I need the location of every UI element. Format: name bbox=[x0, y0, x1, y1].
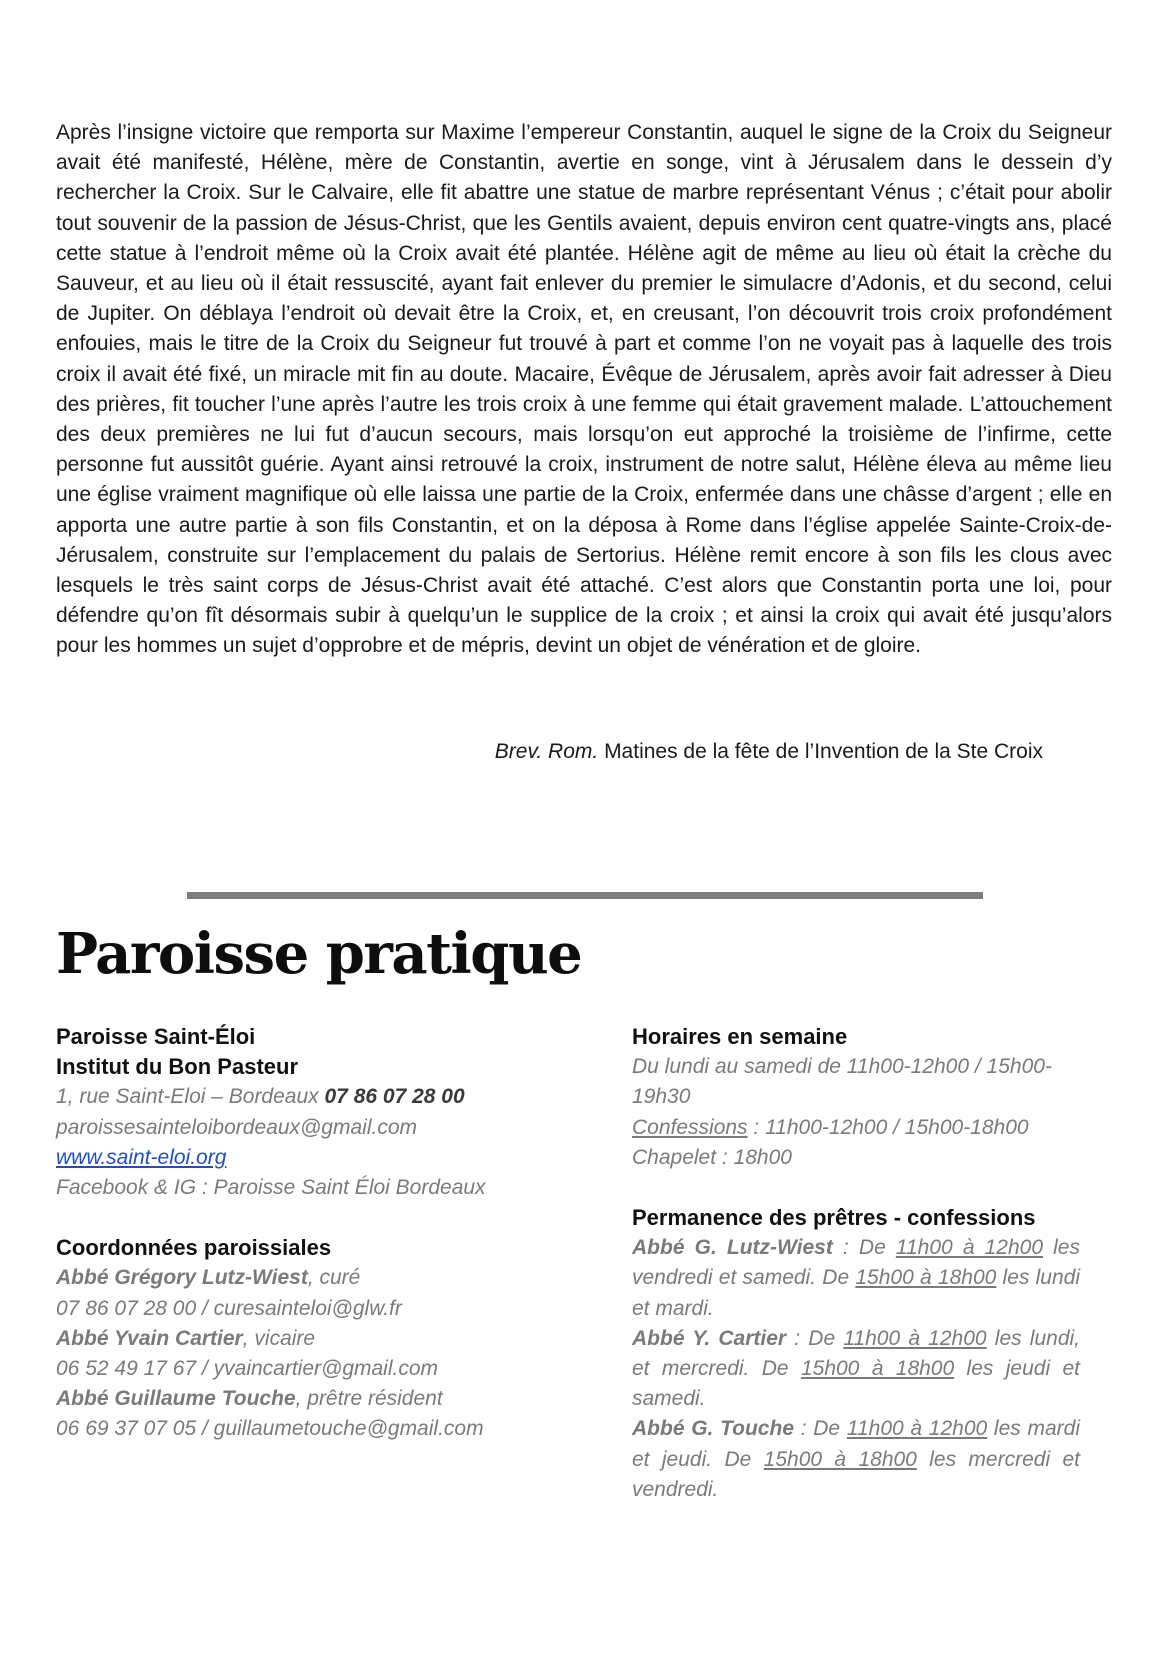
contact-name: Abbé Guillaume Touche bbox=[56, 1387, 296, 1411]
parish-email[interactable]: paroissesainteloibordeaux@gmail.com bbox=[56, 1115, 417, 1139]
source-title: Matines de la fête de l’Invention de la Ste Croix bbox=[598, 740, 1043, 763]
time-slot: 15h00 à 18h00 bbox=[855, 1266, 997, 1290]
permanence-text: les vendredi et samedi. De bbox=[632, 1236, 1080, 1290]
priest-name: Abbé G. Touche bbox=[632, 1417, 794, 1441]
contacts-heading: Coordonnées paroissiales bbox=[56, 1235, 332, 1261]
contact-item bbox=[56, 1324, 576, 1354]
contact-name: Abbé Grégory Lutz-Wiest bbox=[56, 1266, 308, 1290]
time-slot: 11h00 à 12h00 bbox=[843, 1326, 987, 1350]
website-link[interactable]: www.saint-eloi.org bbox=[56, 1145, 227, 1169]
time-slot: 11h00 à 12h00 bbox=[846, 1417, 988, 1441]
weekday-hours: Du lundi au samedi de 11h00-12h00 / 15h00-19h30 bbox=[632, 1055, 1052, 1109]
address-line bbox=[56, 1082, 576, 1112]
priest-name: Abbé G. Lutz-Wiest bbox=[632, 1236, 833, 1260]
permanence-text: : De bbox=[832, 1236, 896, 1260]
contact-details: 06 69 37 07 05 / guillaumetouche@gmail.com bbox=[56, 1417, 484, 1441]
permanence-heading: Permanence des prêtres - confessions bbox=[632, 1205, 1036, 1231]
parish-phone: 07 86 07 28 00 bbox=[324, 1085, 465, 1109]
permanence-item bbox=[632, 1233, 1080, 1324]
contact-item bbox=[56, 1384, 576, 1414]
institute-name: Institut du Bon Pasteur bbox=[56, 1054, 298, 1080]
time-slot: 11h00 à 12h00 bbox=[895, 1236, 1044, 1260]
schedule-column bbox=[632, 1022, 1080, 1505]
confessions-hours: : 11h00-12h00 / 15h00-18h00 bbox=[747, 1115, 1029, 1139]
time-slot: 15h00 à 18h00 bbox=[763, 1447, 917, 1471]
section-divider bbox=[187, 892, 983, 899]
permanence-item bbox=[632, 1414, 1080, 1505]
contact-role: , vicaire bbox=[242, 1326, 316, 1350]
contact-role: , curé bbox=[307, 1266, 361, 1290]
time-slot: 15h00 à 18h00 bbox=[800, 1357, 955, 1381]
permanence-text: : De bbox=[786, 1326, 844, 1350]
quote-paragraph: Après l’insigne victoire que remporta sur Maxime l’empereur Constantin, auquel le signe de la Croix du Seigneur avait été manifesté, Hélène, mère de Constantin, avertie en songe, vint à Jérusalem dans le dessein d’y rechercher la Croix. Sur le Calvaire, elle fit abattre une statue de marbre représentant Vénus ; c’était pour abolir tout souvenir de la passion de Jésus-Christ, que les Gentils avaient, depuis environ cent quatre-vingts ans, placé cette statue à l’endroit même où la Croix avait été plantée. Hélène agit de même au lieu où était la crèche du Sauveur, et au lieu où il était ressuscité, ayant fait enlever du premier le simulacre d’Adonis, et du second, celui de Jupiter. On déblaya l’endroit où devait être la Croix, et, en creusant, l’on découvrit trois croix profondément enfouies, mais le titre de la Croix du Seigneur fut trouvé à part et comme l’on ne voyait pas à laquelle des trois croix il avait été fixé, un miracle mit fin au doute. Macaire, Évêque de Jérusalem, après avoir fait adresser à Dieu des prières, fit toucher l’une après l’autre les trois croix à une femme qui était gravement malade. L’attouchement des deux premières ne lui fut d’aucun secours, mais lorsqu’on eut approché la troisième de l’infirme, cette personne fut aussitôt guérie. Ayant ainsi retrouvé la croix, instrument de notre salut, Hélène éleva au même lieu une église vraiment magnifique où elle laissa une partie de la Croix, enfermée dans une châsse d’argent ; elle en apporta une autre partie à son fils Constantin, et on la déposa à Rome dans l’église appelée Sainte-Croix-de-Jérusalem, construite sur l’emplacement du palais de Sertorius. Hélène remit encore à son fils les clous avec lesquels le très saint corps de Jésus-Christ avait été attaché. C’est alors que Constantin porta une loi, pour défendre qu’on fît désormais subir à quelqu’un le supplice de la croix ; et ainsi la croix qui avait été jusqu’alors pour les hommes un sujet d’opprobre et de mépris, devint un objet de vénération et de gloire. bbox=[56, 121, 1112, 658]
parish-name: Paroisse Saint-Éloi bbox=[56, 1024, 256, 1049]
permanence-text: les mercredi et vendredi. bbox=[632, 1447, 1080, 1501]
contact-name: Abbé Yvain Cartier bbox=[56, 1326, 243, 1350]
permanence-item bbox=[632, 1324, 1080, 1415]
social-media: Facebook & IG : Paroisse Saint Éloi Bordeaux bbox=[56, 1176, 486, 1200]
parish-info-column bbox=[56, 1022, 576, 1445]
weekday-heading: Horaires en semaine bbox=[632, 1024, 848, 1049]
permanence-text: les lundi, et mercredi. De bbox=[632, 1326, 1080, 1381]
rosary-time: Chapelet : 18h00 bbox=[632, 1145, 792, 1169]
quote-source bbox=[56, 740, 1043, 764]
contact-details: 07 86 07 28 00 / curesainteloi@glw.fr bbox=[56, 1296, 402, 1320]
permanence-text: : De bbox=[794, 1417, 847, 1441]
contact-item bbox=[56, 1263, 576, 1293]
confessions-label: Confessions bbox=[632, 1115, 748, 1139]
source-abbrev: Brev. Rom. bbox=[494, 740, 599, 763]
contact-details: 06 52 49 17 67 / yvaincartier@gmail.com bbox=[56, 1357, 439, 1381]
confessions-line bbox=[632, 1113, 1080, 1143]
priest-name: Abbé Y. Cartier bbox=[632, 1326, 787, 1350]
section-title: Paroisse pratique bbox=[56, 921, 582, 987]
address: 1, rue Saint-Eloi – Bordeaux bbox=[56, 1085, 325, 1109]
permanence-text: les lundi et mardi. bbox=[632, 1266, 1080, 1320]
contact-role: , prêtre résident bbox=[295, 1387, 443, 1411]
permanence-text: les mardi et jeudi. De bbox=[632, 1417, 1080, 1471]
permanence-text: les jeudi et samedi. bbox=[632, 1357, 1080, 1411]
